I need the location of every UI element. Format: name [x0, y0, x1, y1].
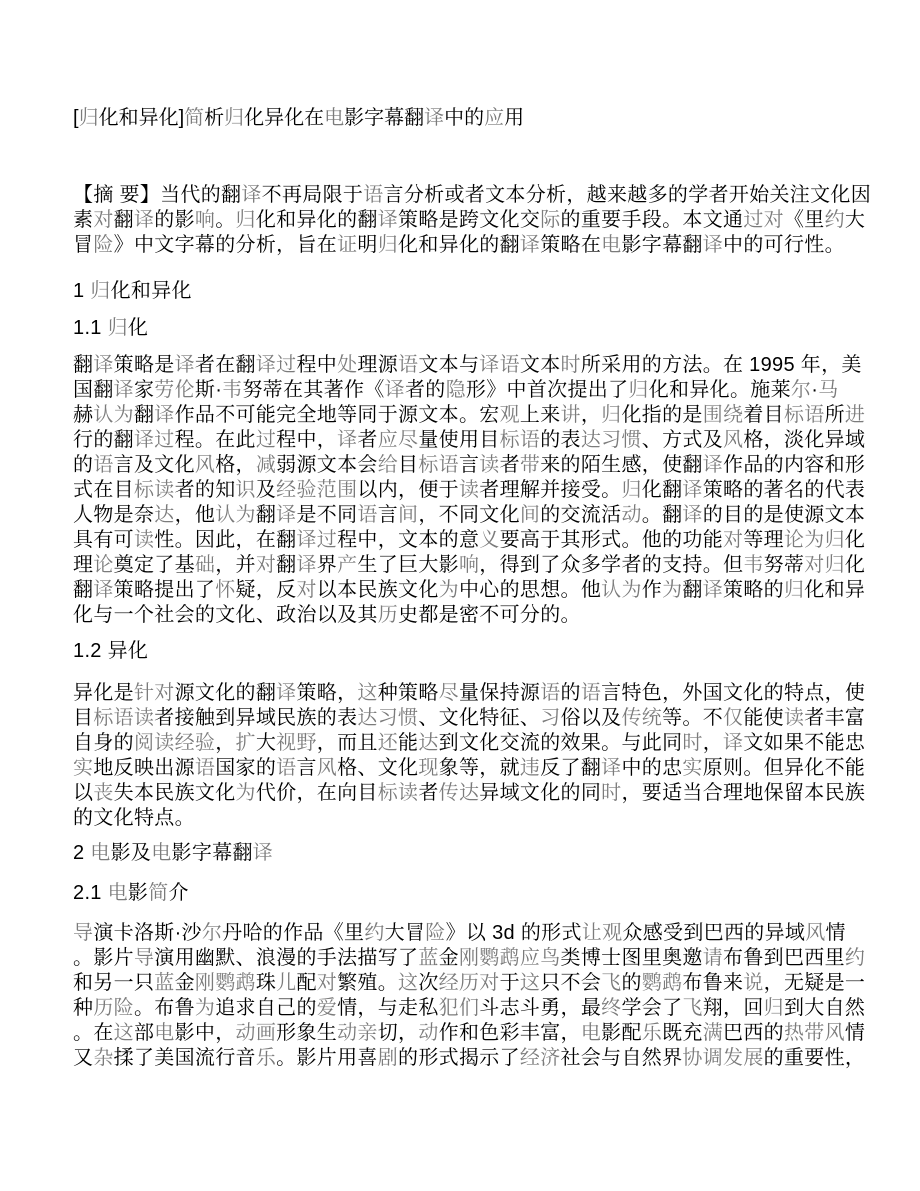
section-heading-2: 2 电影及电影字幕翻译	[73, 842, 274, 864]
text-line: 冒险》中文字幕的分析，旨在证明归化和异化的翻译策略在电影字幕翻译中的可行性。	[73, 234, 845, 256]
abstract-paragraph	[73, 183, 872, 258]
text-line: 。在这部电影中，动画形象生动亲切，动作和色彩丰富，电影配乐既充满巴西的热带风情	[73, 1022, 866, 1044]
text-line: 又杂揉了美国流行音乐。影片用喜剧的形式揭示了经济社会与自然界协调发展的重要性，	[73, 1047, 866, 1069]
text-line: 行的翻译过程。在此过程中，译者应尽量使用目标语的表达习惯、方式及风格，淡化异域	[73, 429, 866, 451]
text-line: 和另一只蓝金刚鹦鹉珠儿配对繁殖。这次经历对于这只不会飞的鹦鹉布鲁来说，无疑是一	[73, 972, 866, 994]
text-line: 的语言及文化风格，减弱源文本会给目标语言读者带来的陌生感，使翻译作品的内容和形	[73, 454, 866, 476]
text-line: 种历险。布鲁为追求自己的爱情，与走私犯们斗志斗勇，最终学会了飞翔，回归到大自然	[73, 997, 866, 1019]
text-line: 具有可读性。因此，在翻译过程中，文本的意义要高于其形式。他的功能对等理论为归化	[73, 529, 866, 551]
text-line: 自身的阅读经验，扩大视野，而且还能达到文化交流的效果。与此同时，译文如果不能忠	[73, 732, 866, 754]
text-line: 人物是奈达，他认为翻译是不同语言间，不同文化间的交流活动。翻译的目的是使源文本	[73, 504, 866, 526]
text-line: 导演卡洛斯·沙尔丹哈的作品《里约大冒险》以 3d 的形式让观众感受到巴西的异域风情	[73, 922, 846, 944]
section-heading-1-1: 1.1 归化	[73, 317, 149, 339]
text-line: 。影片导演用幽默、浪漫的手法描写了蓝金刚鹦鹉应鸟类博士图里奥邀请布鲁到巴西里约	[73, 947, 866, 969]
paragraph-movie-intro	[73, 921, 866, 1071]
text-line: 理论奠定了基础，并对翻译界产生了巨大影响，得到了众多学者的支持。但韦努蒂对归化	[73, 554, 866, 576]
section-heading-2-1: 2.1 电影简介	[73, 882, 189, 904]
text-line: 翻译策略是译者在翻译过程中处理源语文本与译语文本时所采用的方法。在 1995 年，美	[73, 354, 862, 376]
section-heading-1-2: 1.2 异化	[73, 640, 149, 662]
paragraph-foreignization	[73, 681, 866, 831]
text-line: 【摘 要】当代的翻译不再局限于语言分析或者文本分析，越来越多的学者开始关注文化因	[73, 184, 872, 206]
text-line: 化与一个社会的文化、政治以及其历史都是密不可分的。	[73, 604, 581, 626]
text-line: 实地反映出源语国家的语言风格、文化现象等，就违反了翻译中的忠实原则。但异化不能	[73, 757, 866, 779]
text-line: 赫认为翻译作品不可能完全地等同于源文本。宏观上来讲，归化指的是围绕着目标语所进	[73, 404, 866, 426]
paragraph-domestication	[73, 353, 866, 628]
text-line: 国翻译家劳伦斯·韦努蒂在其著作《译者的隐形》中首次提出了归化和异化。施莱尔·马	[73, 379, 839, 401]
text-line: 素对翻译的影响。归化和异化的翻译策略是跨文化交际的重要手段。本文通过对《里约大	[73, 209, 866, 231]
text-line: 的文化特点。	[73, 807, 195, 829]
text-line: 式在目标读者的知识及经验范围以内，便于读者理解并接受。归化翻译策略的著名的代表	[73, 479, 866, 501]
section-heading-1: 1 归化和异化	[73, 280, 192, 302]
text-line: 以丧失本民族文化为代价，在向目标读者传达异域文化的同时，要适当合理地保留本民族	[73, 782, 866, 804]
text-line: 翻译策略提出了怀疑，反对以本民族文化为中心的思想。他认为作为翻译策略的归化和异	[73, 579, 866, 601]
text-line: 异化是针对源文化的翻译策略，这种策略尽量保持源语的语言特色，外国文化的特点，使	[73, 682, 866, 704]
text-line: 目标语读者接触到异域民族的表达习惯、文化特征、习俗以及传统等。不仅能使读者丰富	[73, 707, 866, 729]
document-title: [归化和异化]简析归化异化在电影字幕翻译中的应用	[73, 107, 525, 129]
